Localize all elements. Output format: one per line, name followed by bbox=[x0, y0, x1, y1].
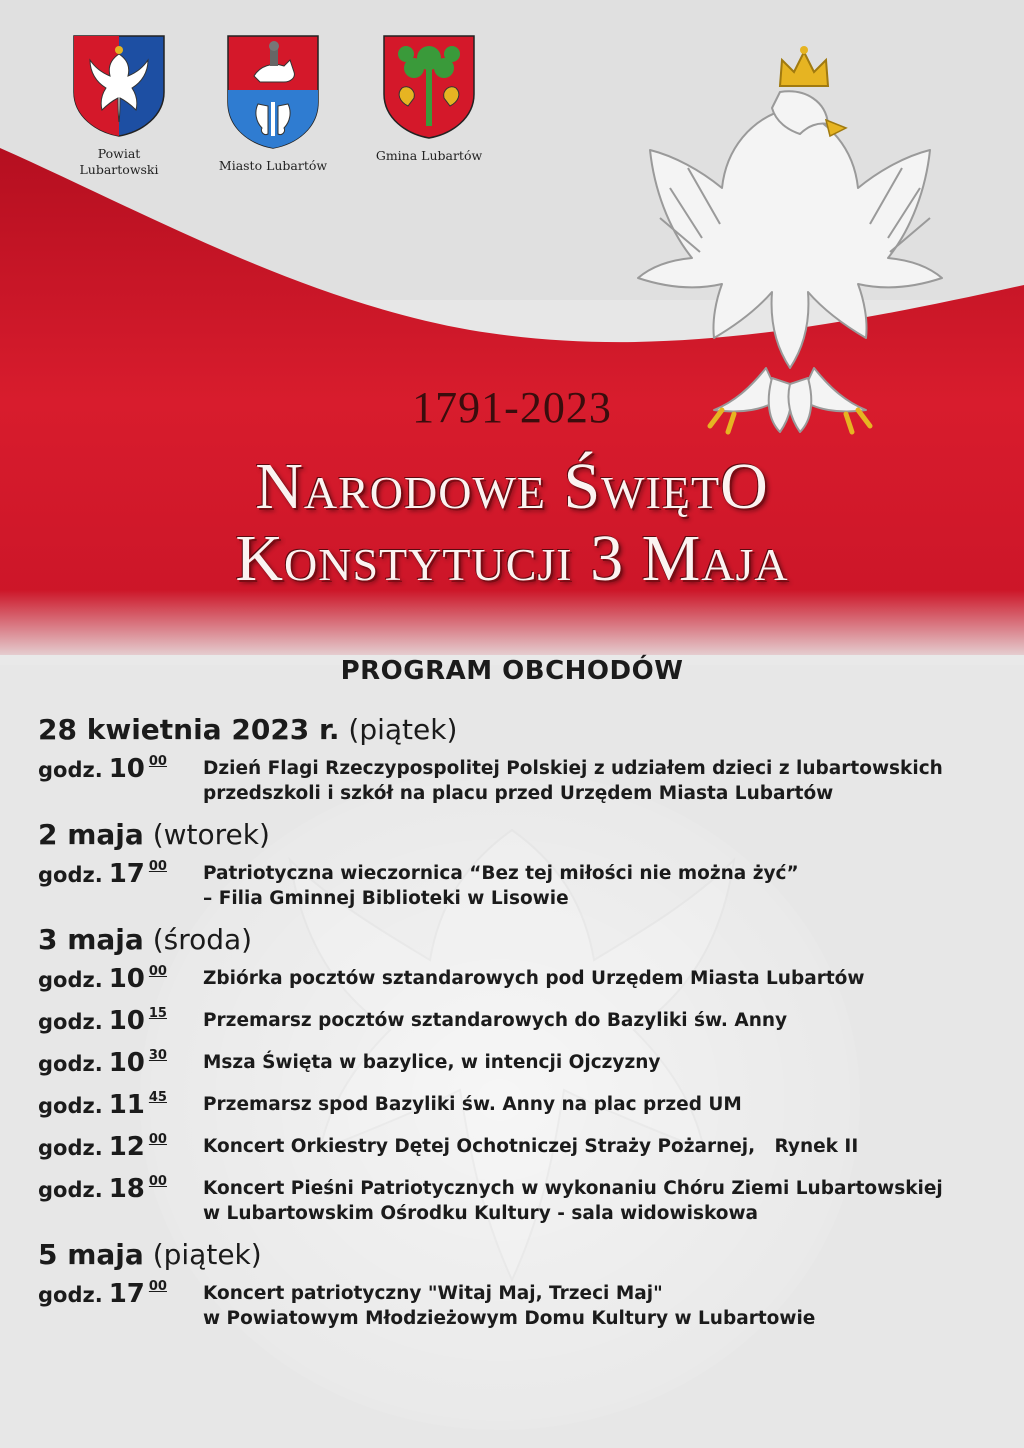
years-range: 1791-2023 bbox=[412, 383, 612, 432]
event-row bbox=[38, 1008, 998, 1039]
event-line1: Zbiórka pocztów sztandarowych pod Urzędem Miasta Lubartów bbox=[203, 968, 865, 989]
time-minutes: 00 bbox=[148, 1132, 167, 1147]
day-weekday: (środa) bbox=[152, 923, 253, 956]
event-time bbox=[38, 756, 203, 787]
main-title-line2: Konstytucji 3 Maja bbox=[235, 522, 789, 595]
day-date: 28 kwietnia 2023 r. bbox=[38, 713, 340, 746]
day-heading bbox=[38, 712, 998, 748]
time-hour: 10 bbox=[108, 1048, 145, 1078]
day-heading bbox=[38, 817, 998, 853]
crest-label-line1: Miasto Lubartów bbox=[218, 158, 328, 173]
event-line1: Koncert Pieśni Patriotycznych w wykonaniu Chóru Ziemi Lubartowskiej bbox=[203, 1178, 943, 1199]
event-description bbox=[203, 1050, 661, 1075]
event-row bbox=[38, 861, 998, 911]
crest-label-line2: Lubartowski bbox=[79, 162, 159, 177]
time-minutes: 00 bbox=[148, 859, 167, 874]
event-row bbox=[38, 1281, 998, 1331]
time-hour: 11 bbox=[108, 1090, 145, 1120]
day-date: 2 maja bbox=[38, 818, 144, 851]
day-date: 3 maja bbox=[38, 923, 144, 956]
event-row bbox=[38, 1176, 998, 1226]
day-date: 5 maja bbox=[38, 1238, 144, 1271]
time-prefix: godz. bbox=[38, 1094, 103, 1118]
day-weekday: (piątek) bbox=[348, 713, 458, 746]
time-prefix: godz. bbox=[38, 1010, 103, 1034]
time-hour: 17 bbox=[108, 1279, 145, 1309]
event-row bbox=[38, 1050, 998, 1081]
time-hour: 12 bbox=[108, 1132, 145, 1162]
event-description bbox=[203, 966, 864, 991]
main-title-line1: Narodowe ŚwiętO bbox=[255, 450, 769, 523]
event-line2: – Filia Gminnej Biblioteki w Lisowie bbox=[203, 888, 569, 909]
event-time bbox=[38, 1050, 203, 1081]
time-prefix: godz. bbox=[38, 968, 103, 992]
time-minutes: 00 bbox=[148, 1174, 167, 1189]
time-prefix: godz. bbox=[38, 1052, 103, 1076]
crest-label-line1: Powiat bbox=[97, 146, 141, 161]
time-minutes: 00 bbox=[148, 1279, 167, 1294]
event-time bbox=[38, 966, 203, 997]
event-time bbox=[38, 1281, 203, 1312]
day-weekday: (wtorek) bbox=[152, 818, 270, 851]
event-time bbox=[38, 1092, 203, 1123]
day-heading bbox=[38, 922, 998, 958]
crest-miasto-lubartow bbox=[218, 32, 328, 174]
time-hour: 10 bbox=[108, 964, 145, 994]
event-description bbox=[203, 756, 943, 806]
event-row bbox=[38, 966, 998, 997]
time-prefix: godz. bbox=[38, 1136, 103, 1160]
event-description bbox=[203, 1008, 787, 1033]
event-description bbox=[203, 861, 799, 911]
day-block bbox=[38, 817, 998, 911]
crest-powiat-lubartowski bbox=[64, 32, 174, 178]
event-time bbox=[38, 861, 203, 892]
event-line1: Dzień Flagi Rzeczypospolitej Polskiej z udziałem dzieci z lubartowskich bbox=[203, 758, 943, 779]
time-hour: 18 bbox=[108, 1174, 145, 1204]
event-time bbox=[38, 1134, 203, 1165]
day-block bbox=[38, 922, 998, 1226]
white-eagle-emblem-icon bbox=[630, 38, 960, 438]
event-line1: Przemarsz spod Bazyliki św. Anny na plac przed UM bbox=[203, 1094, 742, 1115]
shield-tree-icon bbox=[380, 32, 478, 140]
event-description bbox=[203, 1092, 742, 1117]
day-block bbox=[38, 1237, 998, 1331]
event-line2: przedszkoli i szkół na placu przed Urzędem Miasta Lubartów bbox=[203, 783, 834, 804]
event-row bbox=[38, 756, 998, 806]
program-heading: PROGRAM OBCHODÓW bbox=[340, 656, 684, 686]
time-prefix: godz. bbox=[38, 863, 103, 887]
shield-eagle-icon bbox=[70, 32, 168, 138]
event-line1: Patriotyczna wieczornica “Bez tej miłości nie można żyć” bbox=[203, 863, 799, 884]
event-line1: Przemarsz pocztów sztandarowych do Bazyliki św. Anny bbox=[203, 1010, 788, 1031]
time-hour: 10 bbox=[108, 1006, 145, 1036]
time-prefix: godz. bbox=[38, 758, 103, 782]
shield-knight-icon bbox=[224, 32, 322, 150]
crest-label-line1: Gmina Lubartów bbox=[375, 148, 483, 163]
time-minutes: 15 bbox=[148, 1006, 167, 1021]
event-description bbox=[203, 1281, 815, 1331]
time-prefix: godz. bbox=[38, 1178, 103, 1202]
event-line1: Koncert Orkiestry Dętej Ochotniczej Straży Pożarnej, Rynek II bbox=[203, 1136, 859, 1157]
crest-gmina-lubartow bbox=[374, 32, 484, 164]
event-line2: w Lubartowskim Ośrodku Kultury - sala widowiskowa bbox=[203, 1203, 759, 1224]
time-prefix: godz. bbox=[38, 1283, 103, 1307]
event-row bbox=[38, 1092, 998, 1123]
time-hour: 10 bbox=[108, 754, 145, 784]
time-hour: 17 bbox=[108, 859, 145, 889]
time-minutes: 45 bbox=[148, 1090, 167, 1105]
day-weekday: (piątek) bbox=[152, 1238, 262, 1271]
schedule bbox=[38, 712, 998, 1342]
event-time bbox=[38, 1008, 203, 1039]
day-block bbox=[38, 712, 998, 806]
time-minutes: 30 bbox=[148, 1048, 167, 1063]
event-line1: Koncert patriotyczny "Witaj Maj, Trzeci Maj" bbox=[203, 1283, 663, 1304]
event-line1: Msza Święta w bazylice, w intencji Ojczyzny bbox=[203, 1052, 661, 1073]
time-minutes: 00 bbox=[148, 964, 167, 979]
day-heading bbox=[38, 1237, 998, 1273]
event-description bbox=[203, 1134, 858, 1159]
event-description bbox=[203, 1176, 943, 1226]
event-time bbox=[38, 1176, 203, 1207]
event-row bbox=[38, 1134, 998, 1165]
event-line2: w Powiatowym Młodzieżowym Domu Kultury w Lubartowie bbox=[203, 1308, 816, 1329]
time-minutes: 00 bbox=[148, 754, 167, 769]
